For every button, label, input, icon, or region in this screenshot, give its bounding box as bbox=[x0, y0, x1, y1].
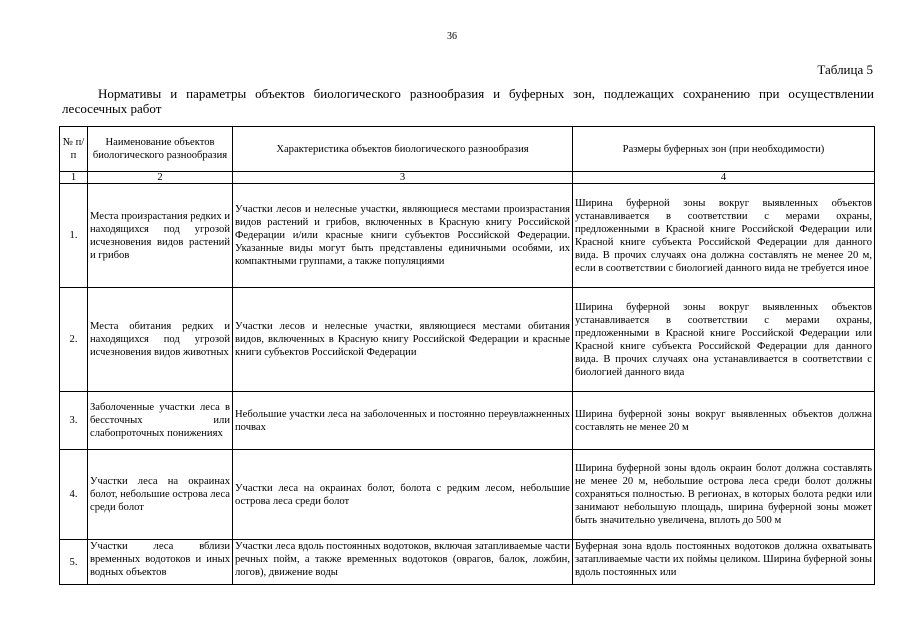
table-row bbox=[60, 184, 875, 288]
row-characteristic: Участки лесов и нелесные участки, являющиеся местами обитания видов, включенных в Красную книгу Российской Федерации и красные книги субъектов Российской Федерации bbox=[233, 288, 573, 392]
table-row bbox=[60, 392, 875, 450]
row-object-name: Места обитания редких и находящихся под угрозой исчезновения видов животных bbox=[88, 288, 233, 392]
row-characteristic: Участки лесов и нелесные участки, являющиеся местами произрастания видов растений и грибов, включенных в Красную книгу Российской Федерации и/или красные книги субъектов Российской Федерации. Указанные виды могут быть представлены единичными особями, их компактными группами, а также популяциями bbox=[233, 184, 573, 288]
row-characteristic: Небольшие участки леса на заболоченных и постоянно переувлажненных почвах bbox=[233, 392, 573, 450]
row-object-name: Участки леса на окраинах болот, небольшие острова леса среди болот bbox=[88, 450, 233, 540]
row-number: 1. bbox=[60, 184, 88, 288]
column-number: 3 bbox=[233, 172, 573, 184]
header-characteristic: Характеристика объектов биологического разнообразия bbox=[233, 127, 573, 172]
row-number: 3. bbox=[60, 392, 88, 450]
page-number: 36 bbox=[447, 31, 457, 42]
table-container bbox=[59, 126, 876, 640]
row-object-name: Участки леса вблизи временных водотоков и иных водных объектов bbox=[88, 540, 233, 585]
norms-table bbox=[59, 126, 875, 585]
column-number-row bbox=[60, 172, 875, 184]
table-row bbox=[60, 540, 875, 585]
row-number: 2. bbox=[60, 288, 88, 392]
row-buffer-size: Буферная зона вдоль постоянных водотоков должна охватывать затапливаемые части их поймы целиком. Ширина буферной зоны вдоль постоянных или bbox=[573, 540, 875, 585]
header-number: № п/п bbox=[60, 127, 88, 172]
row-buffer-size: Ширина буферной зоны вдоль окраин болот должна составлять не менее 20 м, небольшие острова леса среди болот должны сохраняться полностью. В регионах, в которых болота редки или занимают небольшую площадь, ширина буферной зоны может быть значительно увеличена, вплоть до 500 м bbox=[573, 450, 875, 540]
header-buffer-size: Размеры буферных зон (при необходимости) bbox=[573, 127, 875, 172]
row-object-name: Заболоченные участки леса в бессточных или слабопроточных понижениях bbox=[88, 392, 233, 450]
header-object-name: Наименование объектов биологического разнообразия bbox=[88, 127, 233, 172]
row-characteristic: Участки леса на окраинах болот, болота с редким лесом, небольшие острова леса среди болот bbox=[233, 450, 573, 540]
row-number: 5. bbox=[60, 540, 88, 585]
table-label: Таблица 5 bbox=[817, 62, 873, 77]
column-number: 2 bbox=[88, 172, 233, 184]
table-row bbox=[60, 450, 875, 540]
column-number: 1 bbox=[60, 172, 88, 184]
row-object-name: Места произрастания редких и находящихся под угрозой исчезновения видов растений и грибов bbox=[88, 184, 233, 288]
table-row bbox=[60, 288, 875, 392]
row-number: 4. bbox=[60, 450, 88, 540]
row-buffer-size: Ширина буферной зоны вокруг выявленных объектов устанавливается в соответствии с мерами охраны, предложенными в Красной книге Российской Федерации или Красной книге субъекта Российской Федерации для данного вида. В прочих случаях она устанавливается в соответствии с биологией данного вида bbox=[573, 288, 875, 392]
row-characteristic: Участки леса вдоль постоянных водотоков, включая затапливаемые части речных пойм, а также временных водотоков (оврагов, балок, ложбин, логов), движение воды bbox=[233, 540, 573, 585]
row-buffer-size: Ширина буферной зоны вокруг выявленных объектов должна составлять не менее 20 м bbox=[573, 392, 875, 450]
table-title: Нормативы и параметры объектов биологического разнообразия и буферных зон, подлежащих сохранению при осуществлении лесосечных работ bbox=[62, 86, 874, 116]
table-header-row bbox=[60, 127, 875, 172]
row-buffer-size: Ширина буферной зоны вокруг выявленных объектов устанавливается в соответствии с мерами охраны, предложенными в Красной книге Российской Федерации или Красной книге субъекта Российской Федерации для данного вида. В прочих случаях она должна составлять не менее 20 м, если в соответствии с биологией данного вида не требуется иное bbox=[573, 184, 875, 288]
column-number: 4 bbox=[573, 172, 875, 184]
